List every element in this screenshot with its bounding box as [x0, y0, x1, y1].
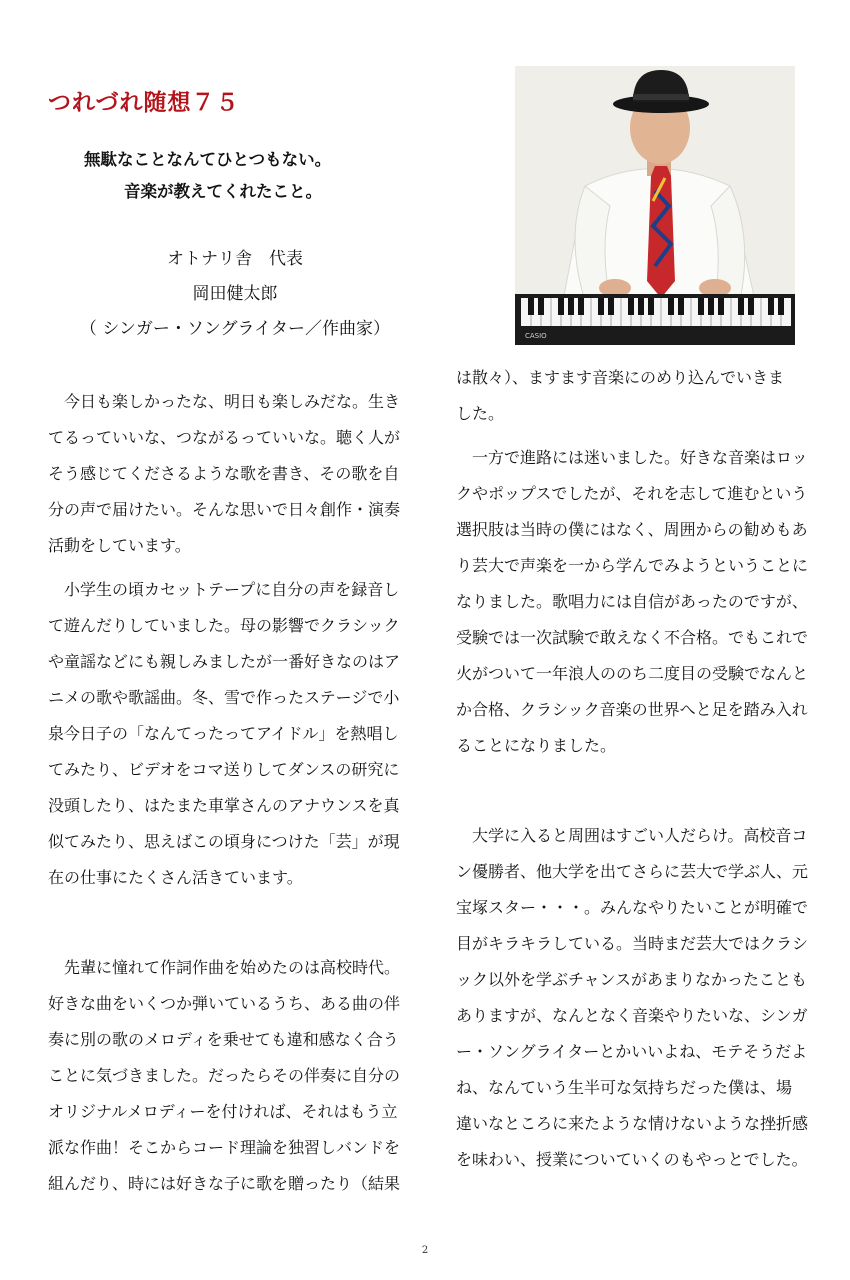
left-line: 小学生の頃カセットテープに自分の声を録音し — [48, 580, 400, 599]
left-line: 没頭したり、はたまた車掌さんのアナウンスを真 — [48, 796, 400, 815]
left-line: 分の声で届けたい。そんな思いで日々創作・演奏 — [48, 500, 401, 519]
right-line: り芸大で声楽を一から学んでみようということに — [456, 556, 809, 575]
left-line: ことに気づきました。だったらその伴奏に自分の — [48, 1066, 401, 1085]
left-line: 好きな曲をいくつか弾いているうち、ある曲の伴 — [48, 994, 401, 1013]
right-line: を味わい、授業についていくのもやっとでした。 — [456, 1150, 808, 1169]
left-line: 組んだり、時には好きな子に歌を贈ったり（結果 — [48, 1174, 401, 1193]
subtitle-line-2: 音楽が教えてくれたこと。 — [124, 182, 322, 201]
left-line: オリジナルメロディーを付ければ、それはもう立 — [48, 1102, 398, 1121]
right-line: なりました。歌唱力には自信があったのですが、 — [456, 592, 808, 611]
right-line: した。 — [456, 404, 505, 423]
left-line: そう感じてくださるような歌を書き、その歌を自 — [48, 464, 400, 483]
right-line: は散々）、ますます音楽にのめり込んでいきま — [456, 368, 785, 387]
right-line: 宝塚スター・・・。みんなやりたいことが明確で — [456, 898, 809, 917]
author-name: 岡田健太郎 — [192, 284, 278, 304]
author-role: （ シンガー・ソングライター／作曲家） — [79, 319, 391, 339]
left-line: ニメの歌や歌謡曲。冬、雪で作ったステージで小 — [48, 688, 400, 707]
right-line: ね、なんていう生半可な気持ちだった僕は、場 — [456, 1078, 793, 1097]
right-line: ー・ソングライターとかいいよね、モテそうだよ — [456, 1042, 808, 1061]
left-line: 今日も楽しかったな、明日も楽しみだな。生き — [48, 392, 401, 411]
right-line: 受験では一次試験で敢えなく不合格。でもこれで — [456, 628, 809, 647]
right-line: 大学に入ると周囲はすごい人だらけ。高校音コ — [456, 826, 808, 845]
left-line: 奏に別の歌のメロディを乗せても違和感なく合う — [48, 1030, 399, 1049]
left-line: てるっていいな、つながるっていいな。聴く人が — [48, 428, 401, 447]
left-line: や童謡などにも親しみましたが一番好きなのはア — [48, 652, 401, 671]
left-line: て遊んだりしていました。母の影響でクラシック — [48, 616, 400, 635]
left-line: 派な作曲！そこからコード理論を独習しバンドを — [48, 1138, 401, 1157]
right-line: 目がキラキラしている。当時まだ芸大ではクラシ — [456, 934, 809, 953]
left-line: 活動をしています。 — [48, 536, 191, 555]
right-line: 火がついて一年浪人ののち二度目の受験でなんと — [456, 664, 809, 683]
left-line: てみたり、ビデオをコマ送りしてダンスの研究に — [48, 760, 400, 779]
page-number: 2 — [421, 1245, 429, 1256]
right-line: ありますが、なんとなく音楽やりたいな、シンガ — [456, 1006, 808, 1025]
right-line: クやポップスでしたが、それを志して進むという — [456, 484, 808, 503]
right-line: ック以外を学ぶチャンスがあまりなかったことも — [456, 970, 808, 989]
right-line: 一方で進路には迷いました。好きな音楽はロッ — [456, 448, 808, 467]
left-line: 似てみたり、思えばこの頃身につけた「芸」が現 — [48, 832, 400, 851]
author-organization: オトナリ舎 代表 — [167, 249, 303, 269]
keyboard-brand-label: CASIO — [525, 332, 547, 340]
right-line: 違いなところに来たような情けないような挫折感 — [456, 1114, 809, 1133]
subtitle-line-1: 無駄なことなんてひとつもない。 — [84, 150, 332, 169]
left-line: 泉今日子の「なんてったってアイドル」を熱唱し — [48, 724, 399, 743]
right-column — [456, 360, 828, 1178]
author-photo — [515, 66, 795, 345]
left-column — [48, 384, 418, 1202]
right-line: 選択肢は当時の僕にはなく、周囲からの勧めもあ — [456, 520, 808, 539]
series-title: つれづれ随想７５ — [48, 90, 240, 116]
right-line: か合格、クラシック音楽の世界へと足を踏み入れ — [456, 700, 808, 719]
right-line: ることになりました。 — [456, 736, 617, 755]
left-line: 先輩に憧れて作詞作曲を始めたのは高校時代。 — [48, 958, 401, 977]
left-line: 在の仕事にたくさん活きています。 — [48, 868, 303, 887]
right-line: ン優勝者、他大学を出てさらに芸大で学ぶ人、元 — [456, 862, 809, 881]
